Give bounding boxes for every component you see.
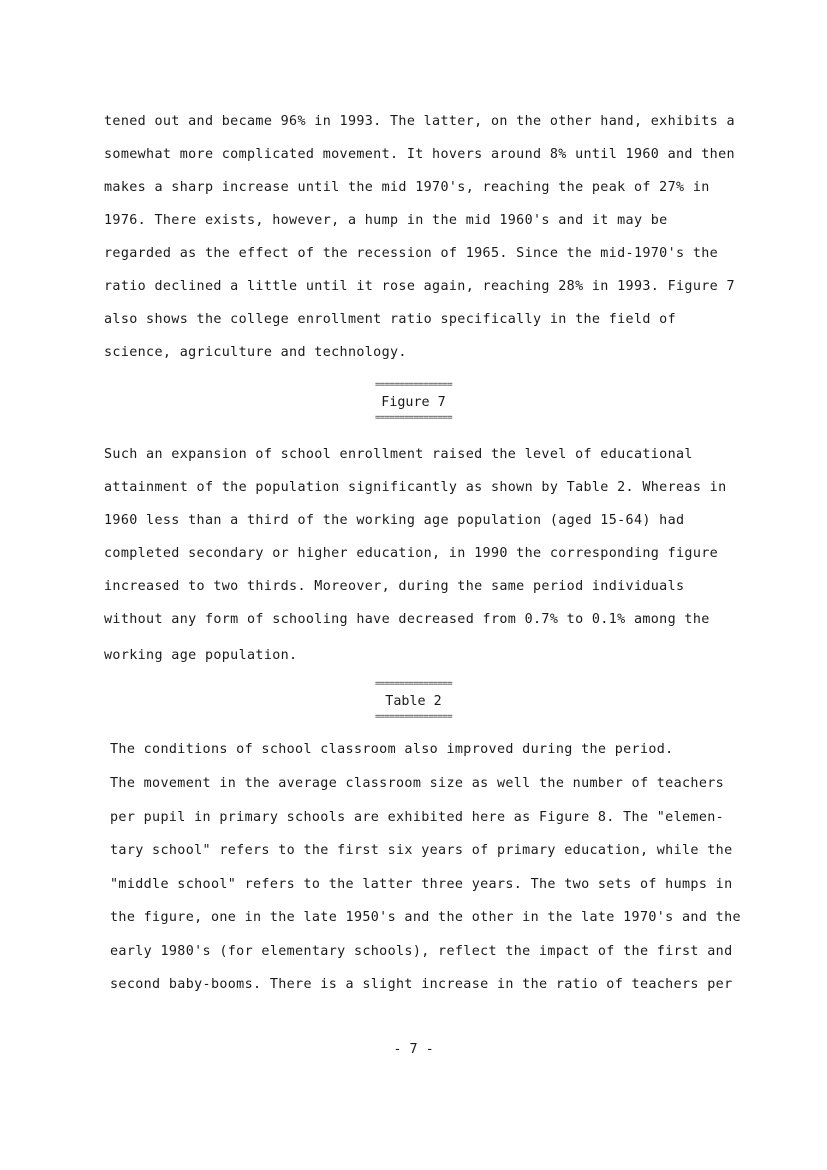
text-line: without any form of schooling have decreased from 0.7% to 0.1% among the — [104, 612, 710, 627]
page-number: - 7 - — [393, 1042, 434, 1057]
table-label: Table 2 — [385, 694, 442, 709]
text-line: "middle school" refers to the latter three years. The two sets of humps in — [110, 877, 733, 892]
text-line: somewhat more complicated movement. It hovers around 8% until 1960 and then — [104, 147, 735, 162]
text-line: the figure, one in the late 1950's and the other in the late 1970's and the — [110, 910, 741, 925]
figure-label: Figure 7 — [381, 395, 446, 410]
text-line: science, agriculture and technology. — [104, 345, 407, 360]
placeholder-rule-bottom: ================ — [374, 712, 453, 722]
text-line: The conditions of school classroom also improved during the period. — [110, 742, 674, 757]
text-line: second baby-booms. There is a slight increase in the ratio of teachers per — [110, 977, 733, 992]
text-line: increased to two thirds. Moreover, during the same period individuals — [104, 579, 685, 594]
text-line: ratio declined a little until it rose again, reaching 28% in 1993. Figure 7 — [104, 279, 735, 294]
text-line: The movement in the average classroom size as well the number of teachers — [110, 776, 725, 791]
text-line: working age population. — [104, 648, 298, 663]
placeholder-rule-top: ================ — [374, 679, 453, 689]
text-line: completed secondary or higher education, in 1990 the corresponding figure — [104, 546, 719, 561]
text-line: also shows the college enrollment ratio specifically in the field of — [104, 312, 677, 327]
text-line: tened out and became 96% in 1993. The latter, on the other hand, exhibits a — [104, 114, 735, 129]
text-line: regarded as the effect of the recession of 1965. Since the mid-1970's the — [104, 246, 719, 261]
text-line: makes a sharp increase until the mid 1970's, reaching the peak of 27% in — [104, 180, 710, 195]
text-line: tary school" refers to the first six years of primary education, while the — [110, 843, 733, 858]
text-line: per pupil in primary schools are exhibited here as Figure 8. The "elemen- — [110, 810, 725, 825]
text-line: attainment of the population significantly as shown by Table 2. Whereas in — [104, 480, 727, 495]
placeholder-rule-top: ================ — [374, 380, 453, 390]
text-line: 1960 less than a third of the working age population (aged 15-64) had — [104, 513, 685, 528]
text-line: early 1980's (for elementary schools), reflect the impact of the first and — [110, 944, 733, 959]
text-line: 1976. There exists, however, a hump in the mid 1960's and it may be — [104, 213, 668, 228]
text-line: Such an expansion of school enrollment raised the level of educational — [104, 447, 693, 462]
placeholder-rule-bottom: ================ — [374, 413, 453, 423]
